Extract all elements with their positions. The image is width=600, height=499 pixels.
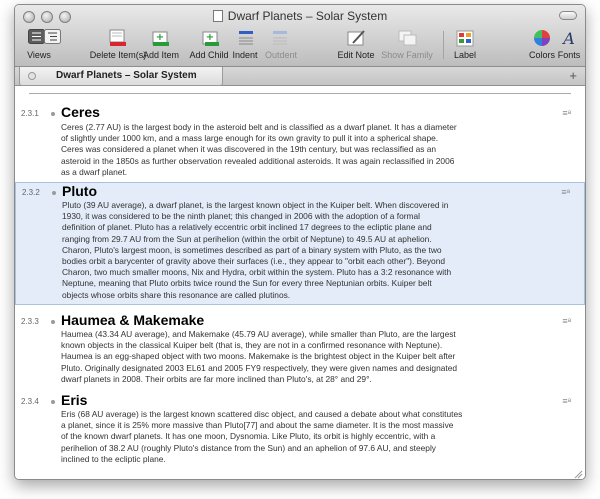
note-icon[interactable]: ≡ᵃ	[562, 396, 571, 406]
note-icon[interactable]: ≡ᵃ	[562, 316, 571, 326]
label-color-icon	[454, 29, 476, 47]
item-number: 2.3.4	[21, 397, 39, 406]
item-heading: Haumea & Makemake	[61, 312, 205, 328]
outdent-label: Outdent	[264, 50, 298, 60]
item-number: 2.3.3	[21, 317, 39, 326]
indent-label: Indent	[232, 50, 258, 60]
toolbar-toggle-button[interactable]	[559, 11, 577, 20]
svg-text:+: +	[205, 32, 215, 43]
font-icon	[558, 29, 580, 47]
document-icon	[213, 10, 223, 22]
add-item-button[interactable]	[139, 27, 183, 65]
add-item-icon	[150, 29, 172, 47]
add-child-label: Add Child	[189, 50, 229, 60]
fonts-label: Fonts	[557, 50, 581, 60]
family-icon	[396, 29, 418, 47]
edit-note-label: Edit Note	[337, 50, 375, 60]
bullet-icon	[51, 400, 55, 404]
label-label: Label	[453, 50, 477, 60]
colors-button[interactable]	[527, 27, 557, 65]
svg-text:+: +	[155, 32, 165, 43]
item-note-text: Pluto (39 AU average), a dwarf planet, is the largest known object in the Kuiper belt. When discovered in 1930, it was considered to be the ninth planet; this changed in 2006 with the adoption of a formal definition of planet. Pluto has a relatively eccentric orbit inclined 17 degrees to the ecliptic plane and ranging from 29.7 AU from the Sun at perihelion (within the orbit of Neptune) to 49.5 AU at aphelion. Charon, Pluto's largest moon, is sometimes described as part of a binary system with Pluto, as the two bodies orbit a barycenter of gravity above their surfaces (i.e., they appear to "orbit each other"). Beyond Charon, two much smaller moons, Nix and Hydra, orbit within the system. Pluto has a 3:2 resonance with Neptune, meaning that Pluto orbits twice round the Sun for every three Neptunian orbits. Kuiper belt objects whose orbits share this resonance are called plutinos.	[62, 200, 452, 300]
show-family-label: Show Family	[381, 50, 433, 60]
add-child-button[interactable]	[185, 27, 233, 65]
title-bar	[15, 5, 585, 67]
tab-bar	[15, 67, 585, 86]
item-note-text: Haumea (43.34 AU average), and Makemake (45.79 AU average), while smaller than Pluto, are the largest known objects in the classical Kuiper belt (that is, they are not in a confirmed resonance with Neptune). Haumea is an egg-shaped object with two moons. Makemake is the brightest object in the Kuiper belt after Pluto. Originally designated 2003 EL61 and 2005 FY9 respectively, they were given names and designated dwarf planets in 2008. Their orbits are far more inclined than Pluto's, at 28° and 29°.	[61, 329, 458, 384]
note-icon[interactable]: ≡ᵃ	[562, 108, 571, 118]
views-label: Views	[27, 50, 51, 60]
color-wheel-icon	[531, 29, 553, 47]
tab-label: Dwarf Planets – Solar System	[56, 70, 197, 81]
bullet-icon	[51, 112, 55, 116]
item-number: 2.3.2	[22, 188, 40, 197]
delete-items-label: Delete Item(s)	[89, 50, 147, 60]
views-icon	[28, 29, 50, 47]
add-child-icon	[198, 29, 220, 47]
item-heading: Eris	[61, 392, 88, 408]
edit-note-button[interactable]	[335, 27, 377, 65]
note-icon[interactable]: ≡ᵃ	[561, 187, 570, 197]
outline-item-selected[interactable]	[15, 182, 585, 305]
show-family-button[interactable]	[381, 27, 433, 65]
toolbar-separator	[443, 31, 444, 59]
item-note-text: Eris (68 AU average) is the largest known scattered disc object, and caused a debate about what constitutes a planet, since it is 25% more massive than Pluto[77] and about the same diameter. It is the most massive of the known dwarf planets. It has one moon, Dysnomia. Like Pluto, its orbit is highly eccentric, with a perihelion of 38.2 AU (roughly Pluto's distance from the Sun) and an aphelion of 97.6 AU, and steeply inclined to the ecliptic plane.	[61, 409, 463, 464]
indent-button[interactable]	[229, 27, 261, 65]
add-item-label: Add Item	[142, 50, 180, 60]
new-tab-icon[interactable]: +	[569, 68, 577, 83]
pencil-icon	[345, 29, 367, 47]
bullet-icon	[51, 320, 55, 324]
svg-text:A: A	[563, 29, 575, 47]
fonts-button[interactable]	[555, 27, 583, 65]
item-heading: Pluto	[62, 183, 97, 199]
outline-item[interactable]	[15, 391, 585, 471]
resize-grip-icon[interactable]	[573, 469, 583, 479]
outline-view[interactable]	[15, 87, 585, 480]
delete-item-icon	[107, 29, 129, 47]
indent-icon	[234, 29, 256, 47]
app-window	[14, 4, 586, 480]
tab-close-icon[interactable]	[28, 72, 36, 80]
item-heading: Ceres	[61, 104, 100, 120]
colors-label: Colors	[528, 50, 555, 60]
outline-item[interactable]	[15, 103, 585, 181]
views-button[interactable]	[21, 27, 57, 65]
item-number: 2.3.1	[21, 109, 39, 118]
item-note-text: Ceres (2.77 AU) is the largest body in the asteroid belt and is classified as a dwarf planet. It has a diameter of slightly under 1000 km, and a mass large enough for its own gravity to pull it into a spherical shape. Ceres was considered a planet when it was discovered in the 19th century, but was reclassified as an asteroid in the 1850s as further observation revealed additional asteroids. It was again reclassified in 2006 as a dwarf planet.	[61, 122, 457, 177]
window-title: Dwarf Planets – Solar System	[15, 9, 585, 23]
bullet-icon	[52, 191, 56, 195]
outdent-button[interactable]	[261, 27, 301, 65]
label-button[interactable]	[449, 27, 481, 65]
outdent-icon	[270, 29, 292, 47]
outline-item[interactable]	[15, 311, 585, 387]
tab-dwarf-planets[interactable]	[19, 67, 223, 86]
divider	[29, 93, 571, 94]
